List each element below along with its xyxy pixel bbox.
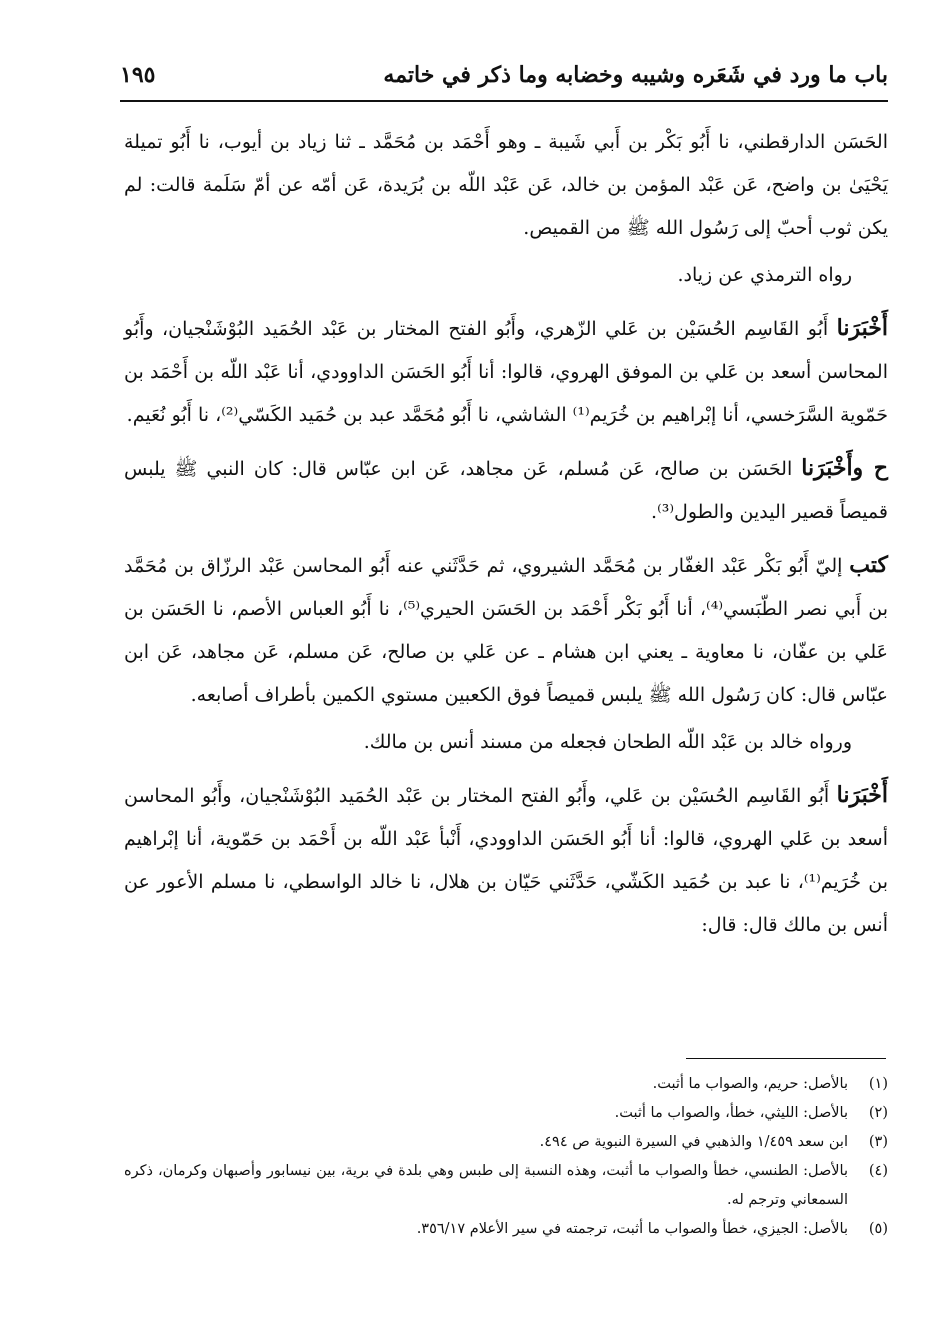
footnote-number: (٤) — [868, 1163, 888, 1179]
footnote-2 — [124, 1099, 888, 1128]
footnote-1 — [124, 1070, 888, 1099]
paragraph-text: الحَسَن الدارقطني، نا أَبُو بَكْر بن أَبي شَيبة ـ وهو أَحْمَد بن مُحَمَّد ـ ثنا زياد بن أيوب، نا أَبُو تميلة يَحْيَىٰ بن واضح، عَن عَبْد المؤمن بن خالد، عَن عَبْد اللّه بن بُرَيدة، عَن أمّه عن أمّ سَلَمة قالت: لم يكن ثوب أحبّ إلى رَسُول الله ﷺ من القميص. — [124, 131, 888, 239]
paragraph-4 — [124, 447, 888, 534]
header-divider — [120, 100, 888, 102]
footnote-text: بالأصل: الجيزي، خطأ والصواب ما أثبت، ترجمته في سير الأعلام ٣٥٦/١٧. — [416, 1221, 848, 1237]
footnote-number: (٥) — [868, 1221, 888, 1237]
paragraph-text: أَبُو القَاسِم الحُسَيْن بن عَلي، وأَبُو الفتح المختار بن عَبْد الحُمَيد البُوْشَنْجيان، وأَبُو المحاسن أسعد بن عَلي الهروي، قالوا: أنا أَبُو الحَسَن الداوودي، أَنْبأ عَبْد اللّه بن أَحْمَد بن حَمّوية، أنا إبْراهيم بن خُرَيم⁽¹⁾، نا عبد بن حُمَيد الكَشّي، حَدَّثَني حَيّان بن هلال، نا خالد الواسطي، نا مسلم الأعور عن أنس بن مالك قال: قال: — [124, 785, 888, 936]
footnote-number: (٣) — [868, 1134, 888, 1150]
paragraph-text: الحَسَن بن صالح، عَن مُسلم، عَن مجاهد، عَن ابن عبّاس قال: كان النبي ﷺ يلبس قميصاً قصير اليدين والطول⁽³⁾. — [124, 458, 888, 523]
main-text — [124, 120, 888, 947]
chapter-title: باب ما ورد في شَعَره وشيبه وخضابه وما ذكر في خاتمه — [383, 62, 888, 88]
footnote-text: ابن سعد ١/٤٥٩ والذهبي في السيرة النبوية ص ٤٩٤. — [539, 1134, 848, 1150]
footnotes — [124, 1070, 888, 1244]
running-header — [120, 58, 888, 102]
footnote-number: (١) — [868, 1076, 888, 1092]
paragraph-text: ورواه خالد بن عَبْد اللّه الطحان فجعله من مسند أنس بن مالك. — [363, 731, 852, 753]
paragraph-2 — [124, 253, 888, 297]
paragraph-lead: كتب — [849, 552, 888, 578]
page-number: ١٩٥ — [120, 62, 156, 88]
paragraph-lead: ح وأَخْبَرَنا — [801, 455, 888, 481]
paragraph-7 — [124, 774, 888, 947]
footnote-text: بالأصل: الليثي، خطأ، والصواب ما أثبت. — [614, 1105, 848, 1121]
footnote-text: بالأصل: حريم، والصواب ما أثبت. — [652, 1076, 848, 1092]
paragraph-6 — [124, 720, 888, 764]
footnote-3 — [124, 1128, 888, 1157]
footnote-divider — [686, 1058, 886, 1059]
paragraph-lead: أَخْبَرَنا — [836, 782, 888, 808]
footnote-number: (٢) — [868, 1105, 888, 1121]
footnote-text: بالأصل: الطنسي، خطأ والصواب ما أثبت، وهذه النسبة إلى طبس وهي بلدة في برية، بين نيسابور وأصبهان وكرمان، ذكره السمعاني وترجم له. — [124, 1163, 848, 1208]
paragraph-text: أَبُو القَاسِم الحُسَيْن بن عَلي الزّهري، وأَبُو الفتح المختار بن عَبْد الحُمَيد البُوْشَنْجيان، وأَبُو المحاسن أسعد بن عَلي بن الموفق الهروي، قالوا: أنا أَبُو الحَسَن الداوودي، أنا عَبْد اللّه بن أَحْمَد بن حَمّوية السَّرَخسي، أنا إبْراهيم بن خُرَيم⁽¹⁾ الشاشي، نا أَبُو مُحَمَّد عبد بن حُمَيد الكَسّي⁽²⁾، نا أَبُو نُعَيم. — [124, 318, 888, 426]
footnote-4 — [124, 1157, 888, 1215]
paragraph-1 — [124, 120, 888, 250]
paragraph-3 — [124, 307, 888, 437]
paragraph-text: رواه الترمذي عن زياد. — [677, 264, 852, 286]
paragraph-text: إليّ أَبُو بَكْر عَبْد الغفّار بن مُحَمَّد الشيروي، ثم حَدَّثَني عنه أَبُو المحاسن عَبْد الرزّاق بن مُحَمَّد بن أَبي نصر الطّبَسي⁽⁴⁾، أنا أَبُو بَكْر أَحْمَد بن الحَسَن الحيري⁽⁵⁾، نا أَبُو العباس الأصم، نا الحَسَن بن عَلي بن عفّان، نا معاوية ـ يعني ابن هشام ـ عن عَلي بن صالح، عَن مسلم، عَن مجاهد، عَن ابن عبّاس قال: كان رَسُول الله ﷺ يلبس قميصاً فوق الكعبين مستوي الكمين بأطراف أصابعه. — [124, 555, 888, 706]
footnote-5 — [124, 1215, 888, 1244]
paragraph-lead: أَخْبَرَنا — [836, 315, 888, 341]
paragraph-5 — [124, 544, 888, 717]
